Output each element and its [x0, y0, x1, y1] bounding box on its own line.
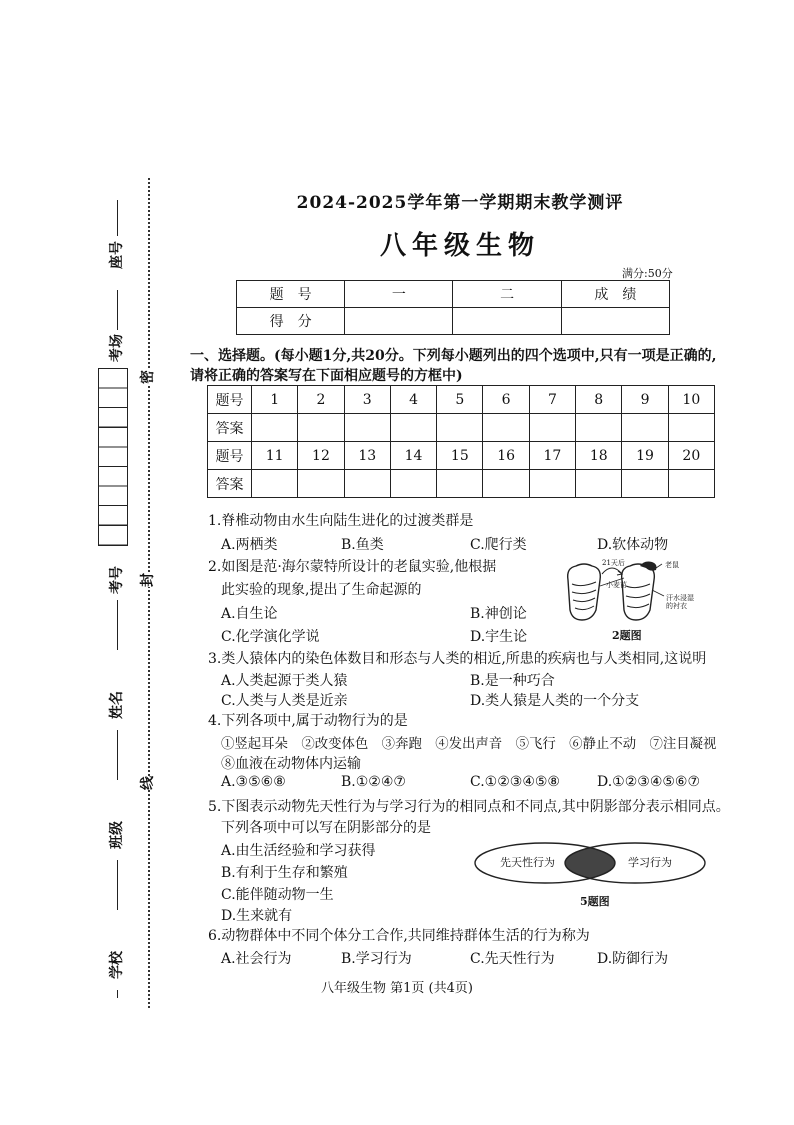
name-field[interactable]	[117, 730, 118, 780]
question-number-cell: 5	[437, 386, 483, 414]
question-1-option-d: D.软体动物	[597, 537, 669, 553]
score-table-score-row	[237, 308, 670, 335]
answer-cell[interactable]	[390, 414, 436, 442]
score-header-cell: 一	[345, 281, 453, 308]
question-4-option-a: A.③⑤⑥⑧	[221, 774, 286, 790]
answer-cell[interactable]	[252, 414, 298, 442]
question-2-stem-line1: 2.如图是范·海尔蒙特所设计的老鼠实验,他根据	[208, 559, 497, 575]
question-number-cell: 3	[344, 386, 390, 414]
answer-cell[interactable]	[252, 470, 298, 498]
score-cell[interactable]	[345, 308, 453, 335]
class-label: 班级	[109, 821, 125, 849]
question-2-option-a: A.自生论	[221, 606, 278, 622]
question-2-option-c: C.化学演化学说	[221, 629, 320, 645]
question-number-cell: 7	[529, 386, 575, 414]
question-number-cell: 8	[576, 386, 622, 414]
answer-table	[207, 385, 715, 498]
seat-number-field[interactable]	[117, 200, 118, 236]
question-4-option-d: D.①②③④⑤⑥⑦	[597, 774, 701, 790]
seal-char-3: 线	[137, 776, 157, 790]
school-label: 学校	[109, 951, 125, 979]
question-5-option-b: B.有利于生存和繁殖	[221, 865, 348, 881]
seat-number-label: 座号	[109, 241, 125, 269]
question-5-option-a: A.由生活经验和学习获得	[221, 843, 376, 859]
question-2-stem-line2: 此实验的现象,提出了生命起源的	[221, 582, 422, 598]
score-header-cell: 成 绩	[561, 281, 669, 308]
question-2-figure-caption: 2题图	[612, 629, 642, 642]
answer-cell[interactable]	[437, 470, 483, 498]
venn-right-label: 学习行为	[628, 856, 672, 869]
name-label: 姓名	[109, 691, 125, 719]
answer-number-row	[208, 386, 715, 414]
question-2-option-b: B.神创论	[470, 606, 527, 622]
answer-cell[interactable]	[483, 414, 529, 442]
question-6-stem: 6.动物群体中不同个体分工合作,共同维持群体生活的行为称为	[208, 928, 590, 944]
answer-row-label: 答案	[208, 470, 252, 498]
question-5-figure-caption: 5题图	[580, 895, 610, 908]
question-number-cell: 11	[252, 442, 298, 470]
question-6-option-a: A.社会行为	[221, 951, 292, 967]
question-5-option-c: C.能伴随动物一生	[221, 887, 334, 903]
question-4-items-line2: ⑧血液在动物体内运输	[221, 756, 361, 772]
answer-cell[interactable]	[390, 470, 436, 498]
answer-cell[interactable]	[576, 414, 622, 442]
exam-number-label: 考号	[109, 566, 125, 594]
seal-char-1: 密	[137, 370, 157, 384]
question-4-stem: 4.下列各项中,属于动物行为的是	[208, 713, 408, 729]
exam-number-boxes[interactable]	[98, 368, 128, 546]
question-number-cell: 19	[622, 442, 668, 470]
seal-char-2: 封	[137, 573, 157, 587]
question-5-option-d: D.生来就有	[221, 908, 293, 924]
question-1-option-a: A.两栖类	[221, 537, 278, 553]
question-number-cell: 1	[252, 386, 298, 414]
question-4-option-c: C.①②③④⑤⑧	[470, 774, 560, 790]
question-number-cell: 14	[390, 442, 436, 470]
question-1-stem: 1.脊椎动物由水生向陆生进化的过渡类群是	[208, 513, 474, 529]
question-3-option-c: C.人类与人类是近亲	[221, 693, 348, 709]
score-table-header-row	[237, 281, 670, 308]
score-cell[interactable]	[561, 308, 669, 335]
page-footer: 八年级生物 第1页 (共4页)	[321, 981, 473, 996]
exam-room-field[interactable]	[117, 290, 118, 330]
question-number-cell: 10	[668, 386, 714, 414]
question-6-option-b: B.学习行为	[341, 951, 412, 967]
answer-row-label: 题号	[208, 442, 252, 470]
score-table	[236, 280, 670, 335]
venn-left-label: 先天性行为	[500, 856, 555, 869]
answer-cell[interactable]	[344, 470, 390, 498]
answer-cell[interactable]	[668, 470, 714, 498]
question-number-cell: 9	[622, 386, 668, 414]
question-3-stem: 3.类人猿体内的染色体数目和形态与人类的相近,所患的疾病也与人类相同,这说明	[208, 651, 707, 667]
question-2-figure-label-shirt: 汗水浸湿的衬衣	[666, 594, 694, 610]
exam-number-field[interactable]	[117, 600, 118, 650]
score-cell[interactable]	[453, 308, 561, 335]
question-number-cell: 20	[668, 442, 714, 470]
question-number-cell: 2	[298, 386, 344, 414]
question-5-stem-line2: 下列各项中可以写在阴影部分的是	[221, 820, 431, 836]
answer-cell[interactable]	[529, 414, 575, 442]
score-header-cell: 题 号	[237, 281, 345, 308]
answer-cell[interactable]	[529, 470, 575, 498]
question-number-cell: 12	[298, 442, 344, 470]
question-3-option-d: D.类人猿是人类的一个分支	[470, 693, 640, 709]
question-6-option-c: C.先天性行为	[470, 951, 555, 967]
answer-input-row	[208, 414, 715, 442]
question-number-cell: 6	[483, 386, 529, 414]
score-row-label: 得 分	[237, 308, 345, 335]
question-1-option-b: B.鱼类	[341, 537, 384, 553]
question-3-option-b: B.是一种巧合	[470, 673, 555, 689]
question-2-figure-label-mouse: 老鼠	[665, 561, 679, 569]
question-number-cell: 17	[529, 442, 575, 470]
answer-cell[interactable]	[437, 414, 483, 442]
answer-cell[interactable]	[483, 470, 529, 498]
question-number-cell: 16	[483, 442, 529, 470]
score-header-cell: 二	[453, 281, 561, 308]
section1-heading: 一、选择题。(每小题1分,共20分。下列每小题列出的四个选项中,只有一项是正确的,请将正确的答案写在下面相应题号的方框中)	[190, 348, 717, 384]
question-6-option-d: D.防御行为	[597, 951, 669, 967]
question-4-items-line1: ①竖起耳朵 ②改变体色 ③奔跑 ④发出声音 ⑤飞行 ⑥静止不动 ⑦注目凝视	[221, 737, 717, 752]
answer-cell[interactable]	[622, 470, 668, 498]
answer-cell[interactable]	[344, 414, 390, 442]
seal-dotted-line	[148, 178, 150, 1008]
question-3-option-a: A.人类起源于类人猿	[221, 673, 348, 689]
mouse-experiment-illustration	[562, 558, 702, 628]
class-field[interactable]	[117, 860, 118, 910]
answer-number-row	[208, 442, 715, 470]
question-2-figure-label-days: 21天后	[602, 559, 625, 567]
question-5-stem-line1: 5.下图表示动物先天性行为与学习行为的相同点和不同点,其中阴影部分表示相同点。	[208, 799, 730, 815]
answer-cell[interactable]	[622, 414, 668, 442]
answer-input-row	[208, 470, 715, 498]
question-4-option-b: B.①②④⑦	[341, 774, 406, 790]
answer-cell[interactable]	[298, 414, 344, 442]
subject-title: 八年级生物	[379, 231, 540, 261]
exam-title: 2024-2025学年第一学期期末教学测评	[296, 193, 624, 213]
answer-cell[interactable]	[668, 414, 714, 442]
question-number-cell: 15	[437, 442, 483, 470]
full-score: 满分:50分	[622, 267, 673, 280]
exam-room-label: 考场	[109, 334, 125, 362]
question-2-option-d: D.宇生论	[470, 629, 528, 645]
question-1-option-c: C.爬行类	[470, 537, 527, 553]
question-number-cell: 4	[390, 386, 436, 414]
answer-cell[interactable]	[298, 470, 344, 498]
answer-cell[interactable]	[576, 470, 622, 498]
question-2-figure-label-wheat: 小麦苗	[606, 581, 627, 589]
answer-row-label: 题号	[208, 386, 252, 414]
answer-row-label: 答案	[208, 414, 252, 442]
question-number-cell: 18	[576, 442, 622, 470]
question-number-cell: 13	[344, 442, 390, 470]
